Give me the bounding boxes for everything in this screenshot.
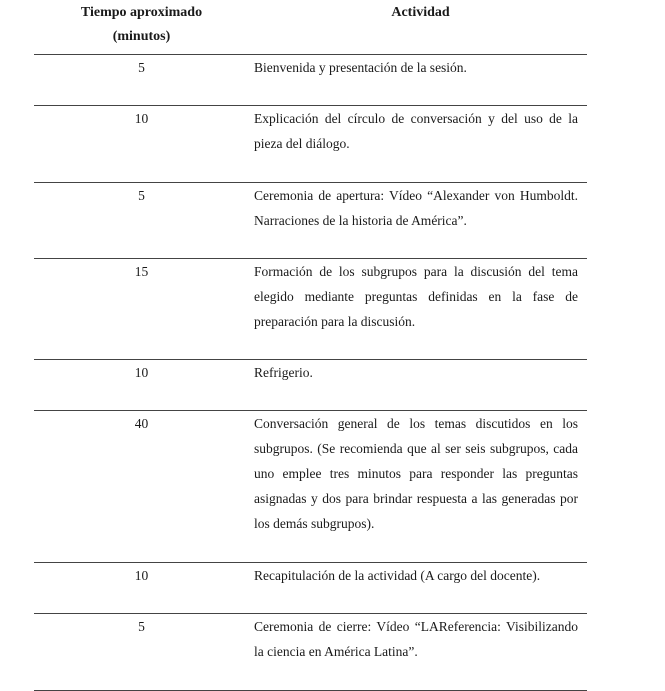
row-time: 10 [134, 365, 149, 380]
row-time: 5 [138, 188, 145, 203]
table-row [34, 55, 587, 105]
header-time-line1: Tiempo aproximado [80, 5, 203, 20]
table-row [34, 614, 587, 690]
row-activity: Formación de los subgrupos para la discusión del tema elegido mediante preguntas definidas en la fase de preparación para la discusión. [254, 264, 578, 329]
row-activity: Ceremonia de apertura: Vídeo “Alexander von Humboldt. Narraciones de la historia de América”. [254, 188, 578, 228]
row-time: 10 [134, 111, 149, 126]
row-time: 40 [134, 416, 149, 431]
row-activity: Conversación general de los temas discutidos en los subgrupos. (Se recomienda que al ser seis subgrupos, cada uno emplee tres minutos para responder las preguntas asignadas y dos para brindar respuesta a las generadas por los demás subgrupos). [254, 416, 578, 531]
table-row [34, 183, 587, 258]
header-time-line2: (minutos) [112, 29, 171, 44]
row-time: 15 [134, 264, 149, 279]
row-activity: Bienvenida y presentación de la sesión. [254, 60, 467, 75]
row-activity: Recapitulación de la actividad (A cargo del docente). [254, 568, 541, 583]
table-header [34, 0, 587, 54]
table-row [34, 411, 587, 562]
table-row [34, 259, 587, 359]
row-time: 10 [134, 568, 149, 583]
table-row [34, 563, 587, 613]
row-activity: Ceremonia de cierre: Vídeo “LAReferencia: Visibilizando la ciencia en América Latina”. [254, 619, 578, 659]
row-time: 5 [138, 619, 145, 634]
header-time [34, 1, 249, 49]
table-row [34, 106, 587, 182]
activity-table [34, 0, 587, 691]
row-activity: Explicación del círculo de conversación y del uso de la pieza del diálogo. [254, 111, 578, 151]
row-time: 5 [138, 60, 145, 75]
header-activity: Actividad [391, 5, 450, 20]
table-row [34, 360, 587, 410]
row-activity: Refrigerio. [254, 365, 313, 380]
